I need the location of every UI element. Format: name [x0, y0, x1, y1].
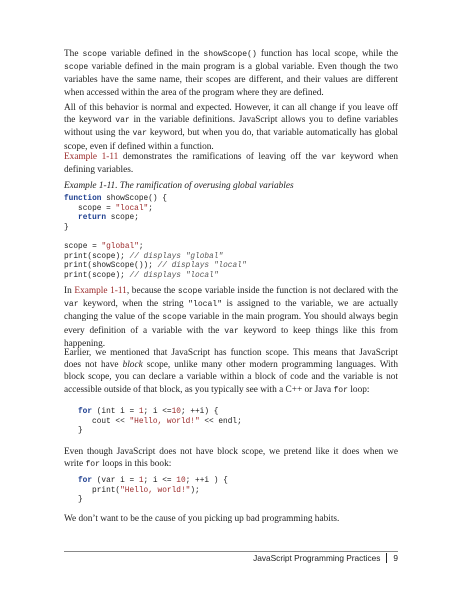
code-keyword: for	[78, 408, 93, 416]
paragraph-closing: We don’t want to be the cause of you picking up bad programming habits.	[64, 514, 340, 524]
code-text: print(showScope());	[64, 262, 158, 271]
text: keyword to keep things like this from happening.	[64, 325, 398, 349]
code-text: }	[78, 496, 83, 505]
inline-code: showScope()	[203, 50, 257, 59]
page-footer	[253, 553, 398, 563]
paragraph-example-explanation	[64, 285, 398, 350]
running-footer-title: JavaScript Programming Practices	[253, 553, 381, 563]
code-listing-js-loop	[78, 477, 228, 506]
inline-code: var	[115, 116, 130, 126]
code-number: 10	[176, 477, 186, 485]
code-text: }	[78, 427, 83, 436]
code-keyword: function	[64, 195, 102, 203]
footer-rule	[64, 551, 398, 552]
code-number: 10	[171, 408, 181, 416]
text: The	[64, 49, 83, 59]
code-text: ; i <=	[143, 477, 177, 485]
text: , because the	[126, 286, 178, 296]
text: variable defined in the	[106, 49, 204, 59]
text: variable in the main program. You should always begin every definition of a variable with the	[64, 312, 398, 336]
text: function has local scope, while the	[256, 49, 398, 59]
code-text: print(scope);	[64, 252, 130, 261]
code-string: "global"	[101, 242, 139, 251]
example-1-11-link[interactable]: Example 1-11	[64, 152, 119, 162]
code-listing-scope	[64, 195, 246, 281]
inline-code: scope	[177, 287, 203, 296]
text: scope, unlike many other modern programming languages. With block scope, you can declare a variable within a block of code and the variable is not accessible outside of that block, as you typically see with a C++ or Java	[64, 360, 398, 395]
code-text: }	[64, 223, 69, 232]
code-listing-cpp-loop	[78, 408, 242, 437]
code-text: cout <<	[78, 417, 130, 426]
emphasis: block	[122, 360, 143, 371]
text: variable defined in the main program is a global variable. Even though the two variables have the same name, their scopes are different, and their values are different when accessed within the area of the program where they are defined.	[64, 62, 398, 98]
code-text: print(	[78, 486, 121, 495]
code-text: scope =	[64, 204, 116, 213]
code-number: 1	[138, 477, 144, 485]
code-text: ; ++i) {	[180, 408, 219, 416]
text: keyword, when the string	[78, 299, 189, 310]
text: All of this behavior is normal and expected. However, it can all change if you leave off the keyword	[64, 103, 398, 126]
inline-code: "local"	[188, 300, 223, 310]
inline-code: var	[224, 326, 239, 336]
code-comment: // displays "global"	[129, 252, 224, 261]
text: in the variable definitions. JavaScript allows you to define variables without using the	[64, 115, 398, 139]
paragraph-local-scope	[64, 48, 398, 99]
inline-code: var	[64, 300, 79, 310]
inline-code: scope	[162, 313, 187, 323]
code-text: (var i =	[92, 477, 139, 485]
text: demonstrates the ramifications of leaving off the	[118, 152, 322, 162]
text: keyword, but when you do, that variable automatically has global scope, even if defined within a function.	[64, 128, 398, 152]
code-text: ; ++i ) {	[185, 477, 228, 485]
code-text: showScope() {	[101, 195, 167, 203]
inline-code: var	[321, 153, 337, 162]
code-text: ;	[148, 204, 153, 213]
code-text: scope =	[64, 242, 102, 251]
text: loops in this book:	[100, 459, 172, 470]
code-text: ; i <=	[143, 408, 172, 416]
text: loop:	[348, 384, 370, 395]
paragraph-var-keyword	[64, 102, 398, 153]
code-keyword: for	[78, 477, 93, 485]
paragraph-pretend-block-scope	[64, 446, 398, 471]
code-text: (int i =	[92, 408, 139, 416]
footer-separator	[386, 553, 387, 563]
code-text: ;	[138, 242, 144, 251]
text: keyword when defining variables.	[64, 152, 398, 176]
example-1-11-link[interactable]: Example 1-11	[74, 286, 127, 296]
inline-code: scope	[64, 63, 89, 73]
example-caption: Example 1-11. The ramification of overusing global variables	[64, 181, 294, 191]
code-keyword: return	[64, 214, 107, 223]
code-text: );	[190, 486, 200, 495]
page-number: 9	[393, 553, 398, 563]
code-string: "Hello, world!"	[129, 417, 200, 426]
code-comment: // displays "local"	[129, 271, 219, 280]
inline-code: for	[85, 460, 101, 470]
text: In	[64, 286, 75, 296]
text: is assigned to the variable, we are actually changing the value of the	[64, 299, 398, 323]
code-comment: // displays "local"	[157, 262, 247, 271]
text: Even though JavaScript does not have block scope, we pretend like it does when we write	[64, 447, 398, 470]
code-string: "local"	[115, 204, 149, 213]
inline-code: scope	[82, 50, 107, 59]
code-string: "Hello, world!"	[120, 486, 191, 495]
code-text: scope;	[106, 214, 139, 223]
code-number: 1	[138, 408, 144, 416]
code-text: << endl;	[199, 417, 242, 426]
code-text: print(scope);	[64, 271, 130, 280]
text: Earlier, we mentioned that JavaScript has function scope. This means that JavaScript does not have	[64, 348, 398, 371]
paragraph-block-scope	[64, 347, 398, 397]
text: variable inside the function is not declared with the	[202, 286, 399, 296]
paragraph-example-intro	[64, 151, 398, 176]
inline-code: var	[132, 129, 148, 139]
inline-code: for	[333, 385, 349, 395]
